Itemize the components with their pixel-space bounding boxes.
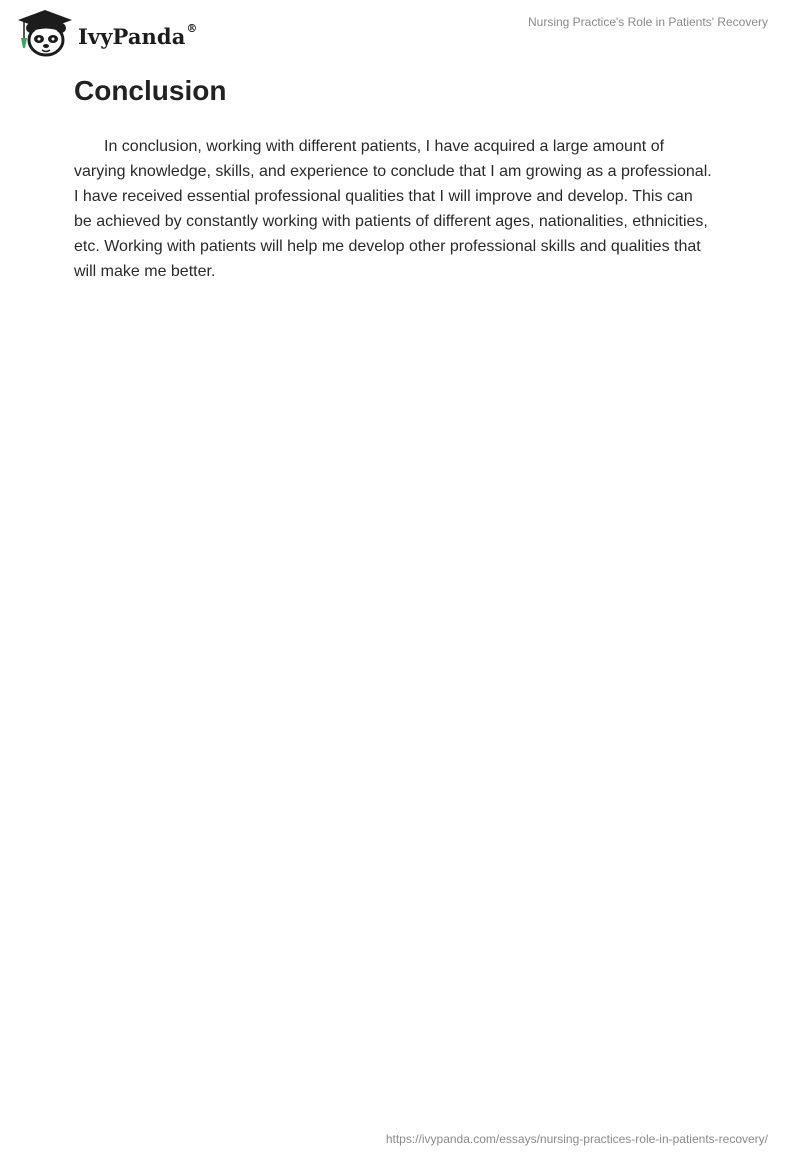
brand-name bbox=[78, 21, 198, 49]
ivypanda-logo[interactable] bbox=[16, 8, 198, 58]
brand-name-text: IvyPanda bbox=[78, 23, 186, 49]
panda-graduation-cap-icon bbox=[16, 8, 74, 58]
section-heading: Conclusion bbox=[74, 75, 227, 106]
page-header bbox=[0, 0, 800, 64]
source-url[interactable]: https://ivypanda.com/essays/nursing-practices-role-in-patients-recovery/ bbox=[385, 1132, 768, 1146]
registered-mark: ® bbox=[186, 21, 198, 35]
essay-content bbox=[74, 72, 714, 284]
body-paragraph: In conclusion, working with different patients, I have acquired a large amount of varying knowledge, skills, and experience to conclude that I am growing as a professional. I have received essential professional qualities that I will improve and develop. This can be achieved by constantly working with patients of different ages, nationalities, ethnicities, etc. Working with patients will help me develop other professional skills and qualities that will make me better. bbox=[74, 138, 712, 280]
running-title: Nursing Practice's Role in Patients' Recovery bbox=[527, 15, 768, 29]
